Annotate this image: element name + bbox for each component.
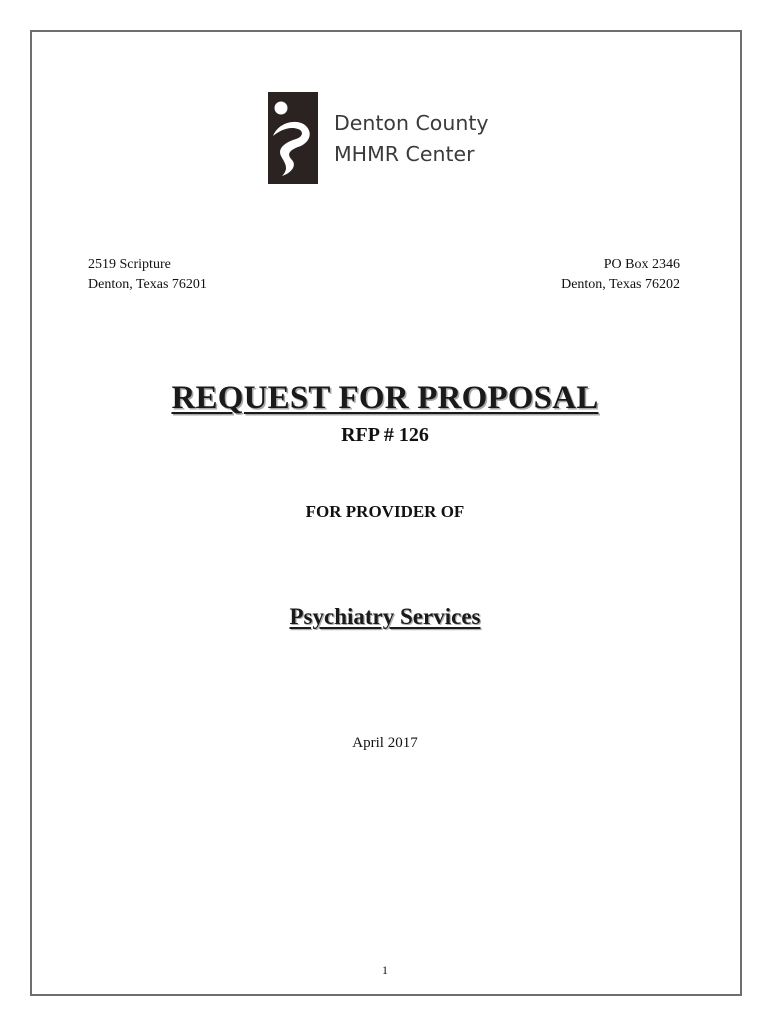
- organization-name-line1: Denton County: [334, 111, 489, 135]
- document-date: April 2017: [352, 735, 418, 751]
- document-title: REQUEST FOR PROPOSAL: [171, 380, 599, 416]
- person-figure-icon: [268, 92, 318, 184]
- mailing-address: [561, 255, 680, 295]
- page-number: 1: [382, 963, 388, 977]
- service-name: Psychiatry Services: [289, 604, 481, 629]
- street-address-line1: 2519 Scripture: [88, 257, 171, 272]
- mailing-address-line1: PO Box 2346: [603, 257, 680, 272]
- mailing-address-line2: Denton, Texas 76202: [561, 277, 680, 292]
- provider-heading: FOR PROVIDER OF: [305, 502, 465, 521]
- organization-name: [334, 108, 489, 170]
- organization-name-line2: MHMR Center: [334, 142, 475, 166]
- street-address-line2: Denton, Texas 76201: [88, 277, 207, 292]
- rfp-number: RFP # 126: [341, 424, 429, 446]
- street-address: [88, 255, 207, 295]
- organization-logo: [268, 92, 508, 184]
